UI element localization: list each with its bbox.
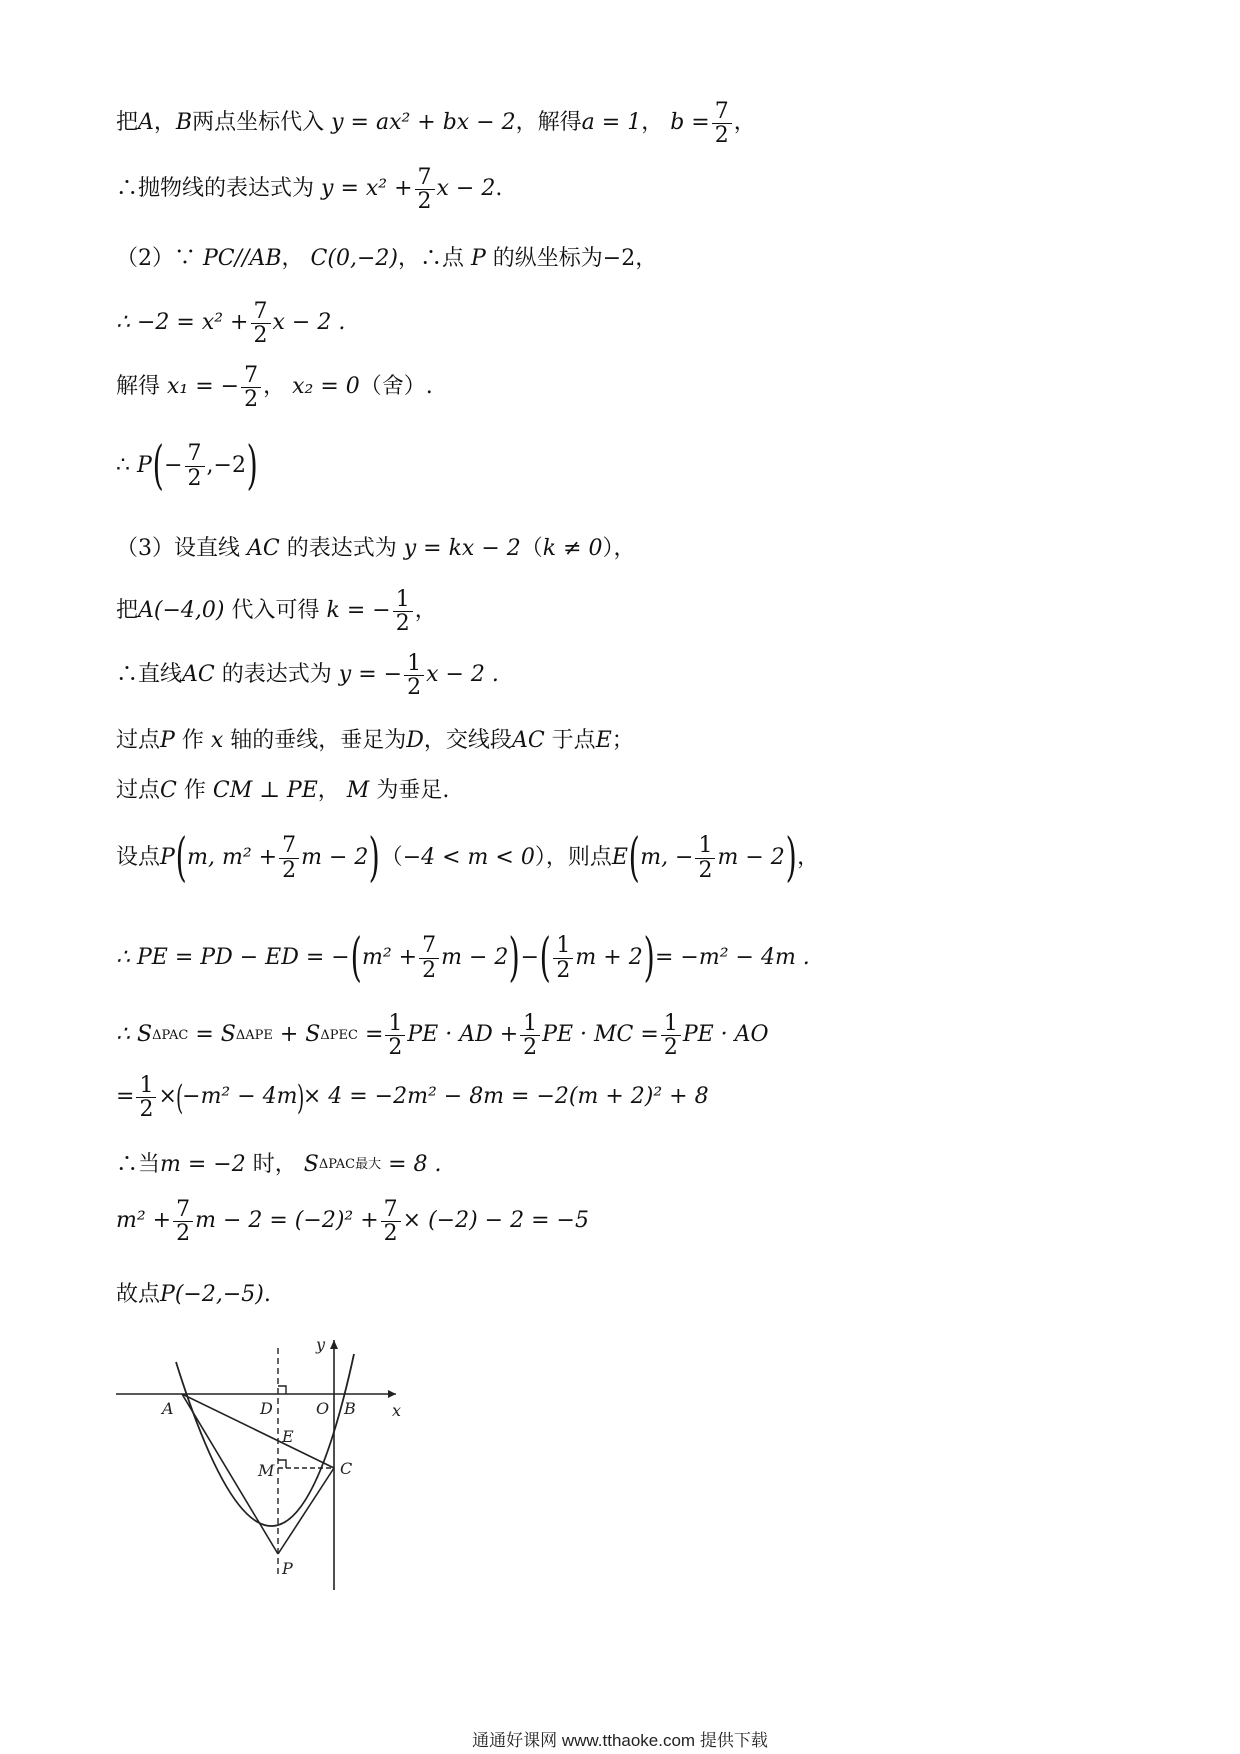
equation: k ≠ 0 xyxy=(542,536,603,561)
denominator: 2 xyxy=(381,1221,401,1245)
fraction xyxy=(136,1074,156,1121)
numerator: 7 xyxy=(422,933,437,959)
point-c: C xyxy=(160,778,177,803)
part-label: （3）设直线 xyxy=(116,536,240,561)
numerator: 1 xyxy=(523,1011,538,1036)
subscript: ΔPAC最大 xyxy=(318,1157,382,1173)
label-m: M xyxy=(258,1461,275,1480)
denominator: 2 xyxy=(712,123,732,147)
equation: m − 2 xyxy=(717,844,785,870)
equation: m = −2 xyxy=(160,1152,246,1177)
text: ,−2 xyxy=(206,452,246,478)
equation: CM ⊥ PE xyxy=(212,778,318,803)
text: × xyxy=(158,1084,177,1110)
text: − xyxy=(164,452,183,478)
left-paren: ( xyxy=(539,928,551,988)
text: （舍）. xyxy=(359,374,433,400)
text: （ xyxy=(520,536,543,561)
text: 的表达式为 xyxy=(286,536,397,561)
fraction xyxy=(712,100,732,147)
solution-line-16 xyxy=(116,1152,442,1178)
left-paren: ( xyxy=(628,828,640,888)
solution-line-12 xyxy=(116,828,820,888)
denominator: 2 xyxy=(520,1035,540,1059)
denominator: 2 xyxy=(173,1221,193,1245)
label-e: E xyxy=(282,1427,294,1446)
text: 的纵坐标为−2， xyxy=(492,246,658,271)
equation: m, m² + xyxy=(187,844,278,870)
equation: y = kx − 2 xyxy=(403,536,521,561)
point-p: P xyxy=(160,844,175,870)
fraction xyxy=(520,1012,540,1059)
equation: = 8 . xyxy=(388,1152,442,1177)
equation: m + 2 xyxy=(575,944,643,970)
numerator: 7 xyxy=(282,833,297,859)
text: 于点 xyxy=(551,728,596,753)
equation: x₁ = − xyxy=(167,374,240,400)
label-c: C xyxy=(340,1459,353,1478)
denominator: 2 xyxy=(241,387,261,411)
segment-pc xyxy=(278,1468,334,1554)
denominator: 2 xyxy=(385,1035,405,1059)
text: 两点坐标代入 xyxy=(192,110,325,136)
label-d: D xyxy=(260,1399,273,1418)
equation: −4 < m < 0 xyxy=(402,844,535,870)
equation: ∴ PE = PD − ED = − xyxy=(116,944,350,970)
equation: y = − xyxy=(338,662,403,688)
equation: × (−2) − 2 = −5 xyxy=(402,1208,589,1234)
right-paren: ) xyxy=(643,928,655,988)
numerator: 1 xyxy=(407,651,422,676)
point-d: D xyxy=(406,728,424,753)
text: ， xyxy=(797,844,820,870)
equation: PC//AB xyxy=(203,246,282,271)
solution-line-14 xyxy=(116,1012,769,1059)
denominator: 2 xyxy=(695,858,715,882)
label-o: O xyxy=(316,1399,330,1418)
right-angle-m-icon xyxy=(278,1460,286,1468)
label-x: x xyxy=(392,1401,402,1420)
fraction xyxy=(661,1012,681,1059)
label-y: y xyxy=(316,1335,326,1354)
solution-line-10 xyxy=(116,728,634,754)
equation: x − 2 . xyxy=(426,662,499,688)
equation: y = ax² + bx − 2 xyxy=(331,110,516,136)
fraction xyxy=(404,652,424,699)
solution-line-13 xyxy=(116,928,810,988)
numerator: 7 xyxy=(417,165,432,190)
fraction xyxy=(185,442,205,489)
label-a: A xyxy=(162,1399,174,1418)
point-e: E xyxy=(595,728,612,753)
parabola-curve xyxy=(176,1354,354,1526)
solution-line-17 xyxy=(116,1198,589,1245)
equation: m, − xyxy=(640,844,694,870)
point-e: E xyxy=(611,844,628,870)
text: ， xyxy=(414,598,437,624)
text: ； xyxy=(611,728,634,753)
right-paren: ) xyxy=(296,1077,304,1118)
solution-line-11 xyxy=(116,778,449,804)
text: ）， xyxy=(602,536,636,561)
text: ， xyxy=(153,110,176,136)
text: 时， xyxy=(252,1152,297,1177)
text: 把 xyxy=(116,598,139,624)
equation: = S xyxy=(195,1022,236,1048)
right-paren: ) xyxy=(246,436,258,496)
fraction xyxy=(241,364,261,411)
fraction xyxy=(553,934,573,981)
denominator: 2 xyxy=(553,958,573,982)
fraction xyxy=(393,588,413,635)
axis-x: x xyxy=(210,728,224,753)
text: ∴当 xyxy=(116,1152,161,1177)
x-axis-arrow-icon xyxy=(388,1390,396,1398)
denominator: 2 xyxy=(419,958,439,982)
text: 作 xyxy=(181,728,204,753)
text: ， xyxy=(641,110,664,136)
solution-line-15 xyxy=(116,1074,709,1121)
solution-line-5 xyxy=(116,364,433,411)
text: 故点 xyxy=(116,1282,161,1307)
text: ， xyxy=(281,246,304,271)
equation: PE · AD + xyxy=(407,1022,519,1048)
line-ac: AC xyxy=(511,728,545,753)
equation: y = x² + xyxy=(321,176,413,202)
text: 设点 xyxy=(116,844,161,870)
numerator: 7 xyxy=(383,1197,398,1222)
line-ac: AC xyxy=(182,662,215,688)
text: ），则点 xyxy=(534,844,612,870)
point-p: P xyxy=(160,728,175,753)
equation: PE · MC = xyxy=(542,1022,659,1048)
fraction xyxy=(173,1198,193,1245)
point-b: B xyxy=(175,110,193,136)
right-paren: ) xyxy=(508,928,521,988)
subscript: ΔPEC xyxy=(320,1027,358,1043)
numerator: 7 xyxy=(187,441,202,467)
numerator: 1 xyxy=(395,587,410,612)
equation: a = 1 xyxy=(581,110,642,136)
numerator: 1 xyxy=(388,1011,403,1036)
equation: S xyxy=(303,1152,319,1177)
text: 解得 xyxy=(116,374,161,400)
denominator: 2 xyxy=(393,611,413,635)
equation: b = xyxy=(670,110,710,136)
numerator: 1 xyxy=(698,833,713,859)
text: = xyxy=(364,1022,384,1048)
text: ∴ xyxy=(116,452,130,478)
equation: = −m² − 4m . xyxy=(654,944,810,970)
point-m: M xyxy=(346,778,370,803)
label-b: B xyxy=(344,1399,356,1418)
numerator: 7 xyxy=(176,1197,191,1222)
denominator: 2 xyxy=(279,858,299,882)
equation: k = − xyxy=(326,598,391,624)
text: ，交线段 xyxy=(423,728,512,753)
denominator: 2 xyxy=(404,675,424,699)
left-paren: ( xyxy=(175,1077,184,1118)
fraction xyxy=(381,1198,401,1245)
solution-line-9 xyxy=(116,652,499,699)
part-label: （2）∵ xyxy=(116,246,196,271)
solution-line-6 xyxy=(116,436,258,496)
text: ， xyxy=(263,374,286,400)
label-p: P xyxy=(282,1559,293,1578)
point-a: A xyxy=(138,110,154,136)
denominator: 2 xyxy=(251,323,271,347)
text: 代入可得 xyxy=(231,598,320,624)
text: − xyxy=(520,944,540,970)
line-ac: AC xyxy=(247,536,280,561)
point-p: P xyxy=(470,246,486,271)
numerator: 1 xyxy=(139,1073,154,1098)
left-paren: ( xyxy=(152,436,164,496)
solution-line-8 xyxy=(116,588,437,635)
solution-line-18 xyxy=(116,1282,271,1308)
fraction xyxy=(251,300,271,347)
left-paren: ( xyxy=(175,828,187,888)
numerator: 7 xyxy=(244,363,259,388)
equation: x − 2 . xyxy=(272,310,346,336)
text: 的表达式为 xyxy=(221,662,332,688)
equation: m − 2 xyxy=(301,844,369,870)
numerator: 7 xyxy=(714,99,729,124)
denominator: 2 xyxy=(185,466,205,490)
numerator: 1 xyxy=(556,933,571,959)
text: ∴直线 xyxy=(116,662,183,688)
text: （ xyxy=(380,844,403,870)
text: ∴抛物线的表达式为 xyxy=(116,176,315,202)
equation: m − 2 xyxy=(441,944,509,970)
right-angle-d-icon xyxy=(278,1386,286,1394)
solution-line-3 xyxy=(116,246,657,272)
text: 过点 xyxy=(116,728,161,753)
fraction xyxy=(695,834,715,881)
text: 把 xyxy=(116,110,139,136)
point-p: P(−2,−5) xyxy=(160,1282,264,1307)
text: 作 xyxy=(183,778,206,803)
subscript: ΔPAC xyxy=(152,1027,189,1043)
denominator: 2 xyxy=(661,1035,681,1059)
text: 轴的垂线，垂足为 xyxy=(230,728,407,753)
equation: PE · AO xyxy=(682,1022,769,1048)
equation: −m² − 4m xyxy=(182,1084,298,1110)
equation: + S xyxy=(279,1022,321,1048)
point-p: P xyxy=(137,452,152,478)
equation: ∴ S xyxy=(116,1022,153,1048)
left-paren: ( xyxy=(350,928,362,988)
solution-line-1 xyxy=(116,100,756,147)
equation: A(−4,0) xyxy=(138,598,225,624)
text: 为垂足. xyxy=(376,778,450,803)
equation: × 4 = −2m² − 8m = −2(m + 2)² + 8 xyxy=(302,1084,709,1110)
fraction xyxy=(385,1012,405,1059)
right-paren: ) xyxy=(785,828,797,888)
subscript: ΔAPE xyxy=(235,1027,273,1043)
denominator: 2 xyxy=(136,1097,156,1121)
equation: x₂ = 0 xyxy=(292,374,360,400)
fraction xyxy=(419,934,439,981)
fraction xyxy=(415,166,435,213)
text: ， xyxy=(317,778,340,803)
solution-line-7 xyxy=(116,536,636,562)
solution-line-2 xyxy=(116,166,502,213)
right-paren: ) xyxy=(368,828,381,888)
equation: ∴ −2 = x² + xyxy=(116,310,249,336)
fraction xyxy=(279,834,299,881)
denominator: 2 xyxy=(415,189,435,213)
text: . xyxy=(495,176,503,202)
equation: x − 2 xyxy=(436,176,496,202)
text: ，解得 xyxy=(515,110,582,136)
text: 过点 xyxy=(116,778,161,803)
equation: m − 2 = (−2)² + xyxy=(195,1208,379,1234)
text: . xyxy=(263,1282,271,1307)
text: = xyxy=(116,1084,135,1110)
equation: m² + xyxy=(361,944,418,970)
solution-line-4 xyxy=(116,300,345,347)
equation: C(0,−2) xyxy=(310,246,398,271)
equation: m² + xyxy=(116,1208,172,1234)
text: ， xyxy=(733,110,756,136)
numerator: 1 xyxy=(663,1011,678,1036)
text: ，∴点 xyxy=(397,246,464,271)
page-footer: 通通好课网 www.tthaoke.com 提供下载 xyxy=(472,1731,768,1750)
numerator: 7 xyxy=(253,299,268,324)
y-axis-arrow-icon xyxy=(330,1340,338,1349)
parabola-figure xyxy=(112,1334,412,1596)
